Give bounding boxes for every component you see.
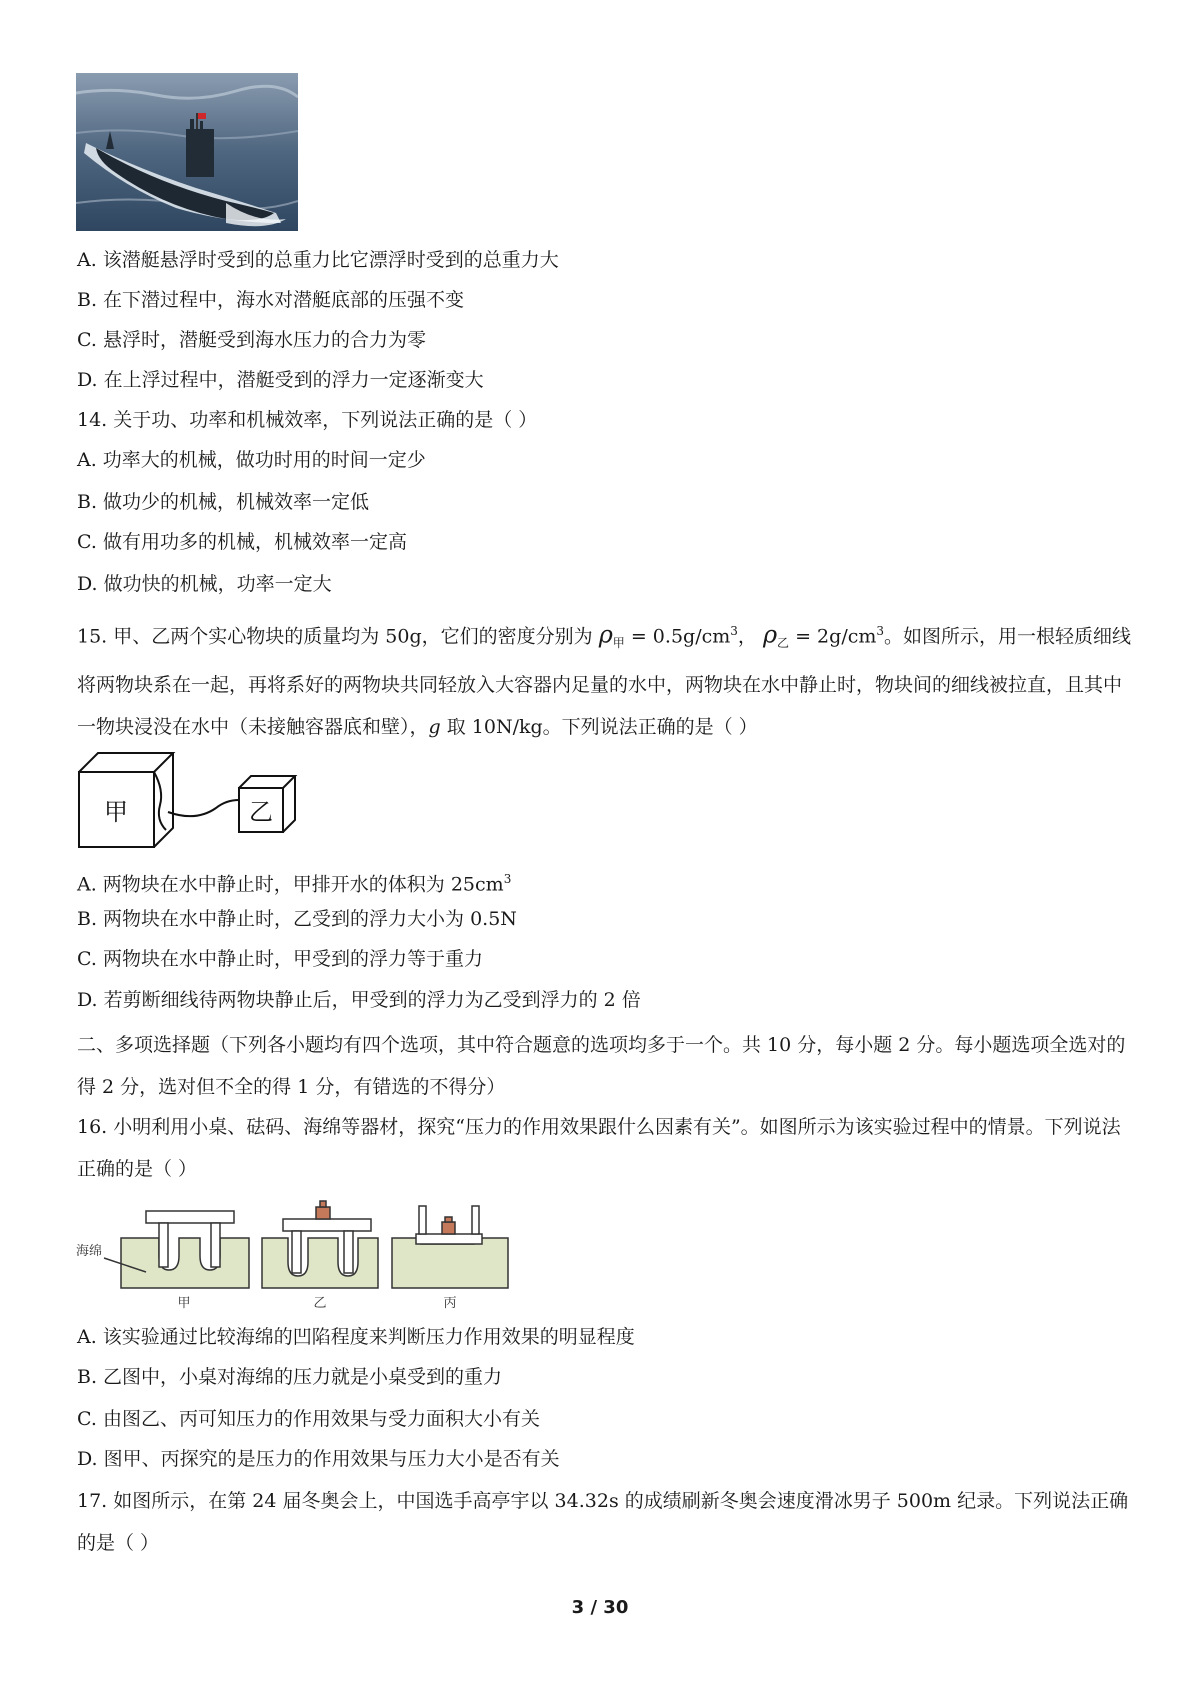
q16-option-d: D. 图甲、丙探究的是压力的作用效果与压力大小是否有关 bbox=[77, 1448, 560, 1470]
q13-option-c: C. 悬浮时，潜艇受到海水压力的合力为零 bbox=[77, 329, 426, 351]
q15-fig-label-yi: 乙 bbox=[249, 798, 273, 826]
q16-stem: 16. 小明利用小桌、砝码、海绵等器材，探究“压力的作用效果跟什么因素有关”。如图所示为该实验过程中的情景。下列说法正确的是（ ） bbox=[77, 1116, 1121, 1180]
q14-stem: 14. 关于功、功率和机械效率，下列说法正确的是（ ） bbox=[77, 409, 538, 431]
q16-fig-label-jia: 甲 bbox=[177, 1296, 191, 1310]
q16-option-a: A. 该实验通过比较海绵的凹陷程度来判断压力作用效果的明显程度 bbox=[77, 1326, 635, 1348]
q13-option-a: A. 该潜艇悬浮时受到的总重力比它漂浮时受到的总重力大 bbox=[77, 249, 559, 271]
q14-option-d: D. 做功快的机械，功率一定大 bbox=[77, 573, 332, 595]
q15-option-b: B. 两物块在水中静止时，乙受到的浮力大小为 0.5N bbox=[77, 908, 517, 930]
q15-figure bbox=[76, 750, 316, 850]
q15-stem: 15. 甲、乙两个实心物块的质量均为 50g，它们的密度分别为 $\rho_甲 = 0.5g/cm^3$， $\rho_乙 = 2g/cm^3$。如图所示，用一根轻质细线将两物块系在一起，再将系好的两物块共同轻放入大容器内足量的水中，两物块在水中静止时，物块间的细线被拉直，且其中一物块浸没在水中（未接触容器底和壁），g 取 10N/kg。下列说法正确的是（ ） bbox=[77, 620, 1132, 739]
q17-stem: 17. 如图所示，在第 24 届冬奥会上，中国选手高亭宇以 34.32s 的成绩刷新冬奥会速度滑冰男子 500m 纪录。下列说法正确的是（ ） bbox=[77, 1490, 1129, 1554]
q16-fig-label-yi: 乙 bbox=[313, 1296, 327, 1310]
q15-fig-label-jia: 甲 bbox=[104, 798, 128, 826]
q16-fig-label-bing: 丙 bbox=[443, 1296, 457, 1310]
q16-option-c: C. 由图乙、丙可知压力的作用效果与受力面积大小有关 bbox=[77, 1408, 540, 1430]
q16-fig-label-sponge: 海绵 bbox=[76, 1244, 103, 1259]
q16-figure bbox=[76, 1192, 536, 1310]
submarine-photo bbox=[76, 73, 298, 231]
section-2-heading: 二、多项选择题（下列各小题均有四个选项，其中符合题意的选项均多于一个。共 10 分，每小题 2 分。每小题选项全选对的得 2 分，选对但不全的得 1 分，有错选的不得分） bbox=[77, 1034, 1126, 1098]
page-number: 3 / 30 bbox=[571, 1597, 629, 1618]
q16-option-b: B. 乙图中，小桌对海绵的压力就是小桌受到的重力 bbox=[77, 1366, 503, 1388]
q15-option-a: A. 两物块在水中静止时，甲排开水的体积为 $25cm^3$ bbox=[77, 872, 512, 896]
q15-option-d: D. 若剪断细线待两物块静止后，甲受到的浮力为乙受到浮力的 2 倍 bbox=[77, 989, 641, 1011]
q15-option-c: C. 两物块在水中静止时，甲受到的浮力等于重力 bbox=[77, 948, 483, 970]
q13-option-d: D. 在上浮过程中，潜艇受到的浮力一定逐渐变大 bbox=[77, 369, 484, 391]
q14-option-a: A. 功率大的机械，做功时用的时间一定少 bbox=[77, 449, 426, 471]
q14-option-b: B. 做功少的机械，机械效率一定低 bbox=[77, 491, 370, 513]
q13-option-b: B. 在下潜过程中，海水对潜艇底部的压强不变 bbox=[77, 289, 465, 311]
q14-option-c: C. 做有用功多的机械，机械效率一定高 bbox=[77, 531, 407, 553]
